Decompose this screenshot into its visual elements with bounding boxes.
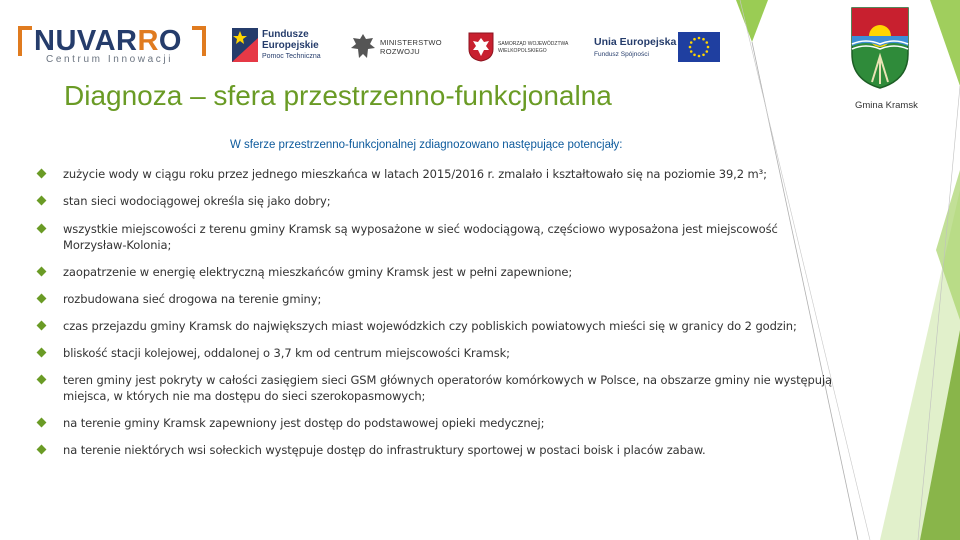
eagle-icon bbox=[350, 32, 376, 62]
logo-bracket-right-icon bbox=[192, 26, 206, 56]
list-item-text: wszystkie miejscowości z terenu gminy Kramsk są wyposażone w sieć wodociągową, częściowo wyposażona jest miejscowość Morzysław-Kolonia; bbox=[63, 222, 778, 252]
eu-star-icon bbox=[698, 55, 701, 58]
eu-flag-icon bbox=[678, 32, 720, 62]
eu-star-icon bbox=[707, 46, 710, 49]
eu-star-icon bbox=[693, 53, 696, 56]
region-logo bbox=[468, 32, 574, 66]
ministry-logo bbox=[350, 32, 450, 66]
eu-star-icon bbox=[690, 50, 693, 53]
commune-label: Gmina Kramsk bbox=[855, 100, 918, 111]
fundusze-europejskie-icon bbox=[232, 28, 258, 62]
eu-star-icon bbox=[693, 38, 696, 41]
intro-text: W sferze przestrzenno-funkcjonalnej zdiagnozowano następujące potencjały: bbox=[230, 139, 623, 151]
eu-line-2: Fundusz Spójności bbox=[594, 51, 649, 58]
region-line-2: WIELKOPOLSKIEGO bbox=[498, 48, 547, 54]
fundusze-europejskie-logo bbox=[232, 28, 332, 66]
list-item-text: stan sieci wodociągowej określa się jako dobry; bbox=[63, 194, 331, 208]
logo-bracket-left-icon bbox=[18, 26, 32, 56]
ministry-line-1: MINISTERSTWO bbox=[380, 38, 442, 47]
region-shield-icon bbox=[468, 32, 494, 62]
eu-star-icon bbox=[702, 53, 705, 56]
list-item-text: teren gminy jest pokryty w całości zasięgiem sieci GSM głównych operatorów komórkowych w Polsce, na obszarze gminy nie występują miejsca, w których nie ma dostępu do sieci szerokopasmowych; bbox=[63, 373, 832, 403]
list-item-text: na terenie niektórych wsi sołeckich występuje dostęp do infrastruktury sportowej w postaci boisk i placów zabaw. bbox=[63, 443, 706, 457]
eu-star-icon bbox=[705, 41, 708, 44]
eu-logo bbox=[594, 30, 728, 66]
eu-line-1: Unia Europejska bbox=[594, 36, 677, 48]
page-title: Diagnoza – sfera przestrzenno-funkcjonalna bbox=[64, 80, 612, 111]
eu-star-icon bbox=[698, 37, 701, 40]
list-item-text: na terenie gminy Kramsk zapewniony jest dostęp do podstawowej opieki medycznej; bbox=[63, 416, 545, 430]
fe-line-2: Europejskie bbox=[262, 40, 319, 51]
fe-line-3: Pomoc Techniczna bbox=[262, 53, 321, 60]
eu-star-icon bbox=[689, 46, 692, 49]
region-line-1: SAMORZĄD WOJEWÓDZTWA bbox=[498, 41, 569, 47]
list-item-text: rozbudowana sieć drogowa na terenie gminy; bbox=[63, 292, 322, 306]
eu-star-icon bbox=[702, 38, 705, 41]
list-item-text: czas przejazdu gminy Kramsk do największych miast wojewódzkich czy pobliskich powiatowych mieści się w granicy do 2 godzin; bbox=[63, 319, 797, 333]
list-item-text: zaopatrzenie w energię elektryczną mieszkańców gminy Kramsk jest w pełni zapewnione; bbox=[63, 265, 573, 279]
ministry-line-2: ROZWOJU bbox=[380, 47, 421, 56]
nuvarro-wordmark: NUVARRO bbox=[34, 25, 182, 57]
nuvarro-logo bbox=[18, 24, 208, 68]
kramsk-crest-icon bbox=[850, 6, 910, 90]
fe-line-1: Fundusze bbox=[262, 29, 309, 40]
eu-star-icon bbox=[705, 50, 708, 53]
list-item-text: zużycie wody w ciągu roku przez jednego mieszkańca w latach 2015/2016 r. zmalało i kształtowało się na poziomie 39,2 m³; bbox=[63, 167, 767, 181]
nuvarro-subtitle: Centrum Innowacji bbox=[46, 54, 174, 65]
eu-star-icon bbox=[690, 41, 693, 44]
list-item-text: bliskość stacji kolejowej, oddalonej o 3,7 km od centrum miejscowości Kramsk; bbox=[63, 346, 510, 360]
